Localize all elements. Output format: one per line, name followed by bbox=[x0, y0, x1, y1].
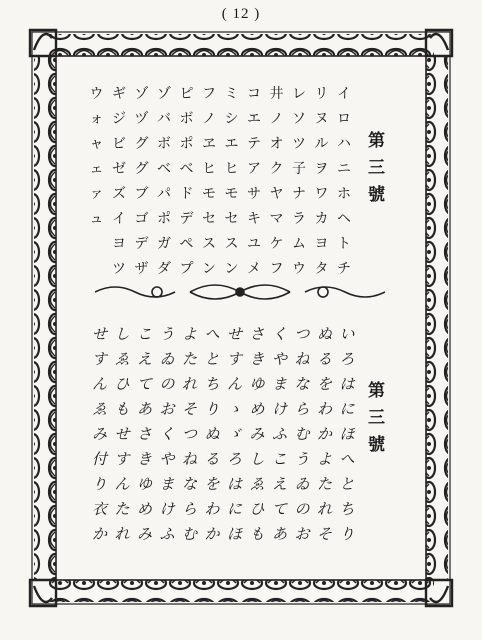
katakana-char: セ bbox=[202, 211, 216, 227]
katakana-char: チ bbox=[337, 261, 351, 277]
hiragana-char: ね bbox=[181, 450, 197, 468]
hiragana-char: つ bbox=[294, 325, 310, 343]
hiragana-char: わ bbox=[316, 400, 332, 418]
hiragana-char: ん bbox=[114, 475, 130, 493]
katakana-char: オ bbox=[269, 136, 284, 152]
katakana-char: モ bbox=[224, 186, 239, 202]
hiragana-char: ふ bbox=[271, 425, 287, 443]
hiragana-char: わ bbox=[204, 500, 220, 518]
katakana-char: ジ bbox=[112, 111, 126, 127]
hiragana-char: と bbox=[204, 350, 220, 368]
katakana-char: フ bbox=[269, 261, 284, 277]
hiragana-char: く bbox=[159, 425, 175, 443]
katakana-char: レ bbox=[292, 86, 306, 102]
hiragana-column bbox=[200, 322, 224, 547]
katakana-column bbox=[288, 82, 310, 282]
katakana-char: ド bbox=[179, 186, 194, 202]
hiragana-char: ひ bbox=[249, 500, 265, 518]
hiragana-char: え bbox=[271, 475, 287, 493]
hiragana-char: こ bbox=[271, 450, 287, 468]
katakana-char: ビ bbox=[112, 136, 126, 152]
hiragana-char: ほ bbox=[339, 425, 355, 443]
katakana-char: ク bbox=[269, 161, 284, 177]
hiragana-char: ぬ bbox=[204, 425, 220, 443]
katakana-char: ツ bbox=[112, 261, 126, 277]
katakana-char: ヲ bbox=[314, 161, 329, 177]
katakana-char: ェ bbox=[89, 161, 104, 177]
katakana-char: ヘ bbox=[337, 211, 351, 227]
hiragana-char: き bbox=[136, 450, 152, 468]
hiragana-char: れ bbox=[114, 525, 130, 543]
hiragana-section-label: 第 三 號 bbox=[368, 381, 385, 455]
katakana-char: ギ bbox=[112, 86, 126, 102]
hiragana-char: そ bbox=[181, 400, 197, 418]
katakana-char: ポ bbox=[179, 136, 194, 152]
hiragana-char: の bbox=[294, 500, 310, 518]
katakana-char: ャ bbox=[89, 136, 104, 152]
hiragana-char: ゑ bbox=[114, 350, 130, 368]
katakana-column bbox=[108, 82, 130, 282]
hiragana-char: ち bbox=[204, 375, 220, 393]
hiragana-char: せ bbox=[91, 325, 107, 343]
katakana-char: ザ bbox=[134, 261, 149, 277]
hiragana-char: へ bbox=[339, 450, 355, 468]
hiragana-char: は bbox=[339, 375, 355, 393]
hiragana-char: を bbox=[316, 375, 332, 393]
katakana-char: イ bbox=[337, 86, 351, 102]
hiragana-char: り bbox=[339, 525, 355, 543]
hiragana-column bbox=[133, 322, 157, 547]
hiragana-column bbox=[88, 322, 112, 547]
hiragana-char: た bbox=[316, 475, 332, 493]
hiragana-char: し bbox=[114, 325, 130, 343]
katakana-char: ペ bbox=[179, 236, 194, 252]
katakana-char: テ bbox=[247, 136, 261, 152]
hiragana-char: は bbox=[226, 475, 242, 493]
hiragana-char: ひ bbox=[114, 375, 130, 393]
katakana-char: ノ bbox=[269, 111, 284, 127]
hiragana-char: 付 bbox=[91, 450, 107, 468]
hiragana-char: や bbox=[271, 350, 287, 368]
hiragana-char: る bbox=[316, 350, 332, 368]
katakana-char: バ bbox=[157, 111, 171, 127]
hiragana-char: ら bbox=[181, 500, 197, 518]
katakana-char: ホ bbox=[337, 186, 351, 202]
katakana-char: ガ bbox=[157, 236, 171, 252]
hiragana-char: ゝ bbox=[226, 400, 242, 418]
hiragana-char: せ bbox=[226, 325, 242, 343]
hiragana-char: こ bbox=[136, 325, 152, 343]
hiragana-char: か bbox=[91, 525, 107, 543]
katakana-char: ヒ bbox=[224, 161, 239, 177]
katakana-char: ロ bbox=[337, 111, 351, 127]
katakana-char: ツ bbox=[292, 136, 306, 152]
hiragana-char: い bbox=[339, 325, 355, 343]
katakana-char: サ bbox=[247, 186, 261, 202]
hiragana-column bbox=[178, 322, 202, 547]
hiragana-column bbox=[245, 322, 269, 547]
hiragana-char: お bbox=[294, 525, 310, 543]
katakana-char: エ bbox=[224, 136, 239, 152]
katakana-char: フ bbox=[202, 86, 216, 102]
katakana-column bbox=[311, 82, 333, 282]
katakana-char: ヨ bbox=[314, 236, 329, 252]
katakana-char: タ bbox=[314, 261, 329, 277]
katakana-char: イ bbox=[112, 211, 126, 227]
katakana-char: パ bbox=[157, 186, 171, 202]
hiragana-char: す bbox=[91, 350, 107, 368]
hiragana-char: つ bbox=[181, 425, 197, 443]
hiragana-char: も bbox=[114, 400, 130, 418]
hiragana-char: る bbox=[204, 450, 220, 468]
katakana-char: ベ bbox=[157, 161, 171, 177]
hiragana-char: た bbox=[114, 500, 130, 518]
hiragana-char: ん bbox=[91, 375, 107, 393]
hiragana-char: り bbox=[91, 475, 107, 493]
hiragana-char: ゑ bbox=[249, 475, 265, 493]
katakana-char: リ bbox=[314, 86, 329, 102]
hiragana-char: ろ bbox=[226, 450, 242, 468]
hiragana-char: か bbox=[204, 525, 220, 543]
katakana-char: ヒ bbox=[202, 161, 216, 177]
katakana-char: 井 bbox=[269, 86, 284, 102]
katakana-column bbox=[176, 82, 198, 282]
katakana-char: ピ bbox=[179, 86, 194, 102]
katakana-char: グ bbox=[134, 161, 149, 177]
hiragana-char: に bbox=[226, 500, 242, 518]
hiragana-char: お bbox=[159, 400, 175, 418]
hiragana-char: ふ bbox=[159, 525, 175, 543]
katakana-column bbox=[221, 82, 243, 282]
hiragana-char: す bbox=[226, 350, 242, 368]
hiragana-char: ほ bbox=[226, 525, 242, 543]
katakana-column bbox=[198, 82, 220, 282]
katakana-column bbox=[333, 82, 355, 282]
katakana-char: ゼ bbox=[112, 161, 126, 177]
katakana-char: ナ bbox=[292, 186, 306, 202]
katakana-char: ブ bbox=[134, 186, 149, 202]
katakana-char: マ bbox=[269, 211, 284, 227]
hiragana-char: よ bbox=[181, 325, 197, 343]
hiragana-char: ゐ bbox=[294, 475, 310, 493]
katakana-char: ウ bbox=[89, 86, 104, 102]
hiragana-char: あ bbox=[136, 400, 152, 418]
katakana-column bbox=[131, 82, 153, 282]
hiragana-char: な bbox=[181, 475, 197, 493]
hiragana-char: れ bbox=[181, 375, 197, 393]
katakana-column bbox=[153, 82, 175, 282]
hiragana-char: に bbox=[339, 400, 355, 418]
hiragana-char: ら bbox=[294, 400, 310, 418]
katakana-char: ラ bbox=[292, 211, 306, 227]
hiragana-char: た bbox=[181, 350, 197, 368]
katakana-char: ウ bbox=[292, 261, 306, 277]
hiragana-char: ゞ bbox=[226, 425, 242, 443]
hiragana-char: さ bbox=[136, 425, 152, 443]
hiragana-char: う bbox=[294, 450, 310, 468]
hiragana-char: く bbox=[271, 325, 287, 343]
katakana-char: ヤ bbox=[269, 186, 284, 202]
hiragana-char: て bbox=[271, 500, 287, 518]
katakana-char: ォ bbox=[89, 111, 104, 127]
katakana-char: カ bbox=[314, 211, 329, 227]
hiragana-column bbox=[335, 322, 359, 547]
katakana-char: ヌ bbox=[314, 111, 329, 127]
hiragana-char: へ bbox=[204, 325, 220, 343]
katakana-char: ズ bbox=[112, 186, 126, 202]
hiragana-char: と bbox=[339, 475, 355, 493]
katakana-char: ワ bbox=[314, 186, 329, 202]
hiragana-char: ち bbox=[339, 500, 355, 518]
katakana-char: セ bbox=[224, 211, 239, 227]
katakana-section-label: 第 三 號 bbox=[368, 131, 385, 205]
hiragana-char: や bbox=[159, 450, 175, 468]
hiragana-column bbox=[110, 322, 134, 547]
katakana-column bbox=[86, 82, 108, 232]
katakana-char: ベ bbox=[179, 161, 194, 177]
hiragana-char: ろ bbox=[339, 350, 355, 368]
katakana-char: ミ bbox=[224, 86, 239, 102]
katakana-char: ル bbox=[314, 136, 329, 152]
katakana-char: ボ bbox=[157, 136, 171, 152]
katakana-char: モ bbox=[202, 186, 216, 202]
hiragana-column bbox=[223, 322, 247, 547]
katakana-char: ム bbox=[292, 236, 306, 252]
hiragana-char: め bbox=[136, 500, 152, 518]
hiragana-char: す bbox=[114, 450, 130, 468]
hiragana-char: え bbox=[136, 350, 152, 368]
hiragana-char: さ bbox=[249, 325, 265, 343]
hiragana-column bbox=[268, 322, 292, 547]
hiragana-char: き bbox=[249, 350, 265, 368]
katakana-char: ア bbox=[247, 161, 261, 177]
katakana-char: ュ bbox=[89, 211, 104, 227]
hiragana-char: 衣 bbox=[91, 500, 107, 518]
katakana-char: ダ bbox=[157, 261, 171, 277]
katakana-char: ヅ bbox=[134, 111, 149, 127]
hiragana-char: み bbox=[91, 425, 107, 443]
katakana-char: コ bbox=[247, 86, 261, 102]
katakana-char: ケ bbox=[269, 236, 284, 252]
katakana-column bbox=[266, 82, 288, 282]
hiragana-char: し bbox=[249, 450, 265, 468]
hiragana-char: か bbox=[316, 425, 332, 443]
katakana-char: ポ bbox=[157, 211, 171, 227]
katakana-char: ン bbox=[202, 261, 216, 277]
hiragana-char: ま bbox=[159, 475, 175, 493]
hiragana-char: け bbox=[271, 400, 287, 418]
katakana-char: デ bbox=[134, 236, 149, 252]
katakana-char: ノ bbox=[202, 111, 216, 127]
hiragana-char: を bbox=[204, 475, 220, 493]
katakana-char: 子 bbox=[292, 161, 306, 177]
ornamental-divider bbox=[95, 280, 385, 304]
katakana-char: ニ bbox=[337, 161, 351, 177]
katakana-char: ゾ bbox=[134, 86, 149, 102]
katakana-char: ヱ bbox=[202, 136, 216, 152]
hiragana-char: ぬ bbox=[316, 325, 332, 343]
hiragana-char: な bbox=[294, 375, 310, 393]
katakana-char: ハ bbox=[337, 136, 351, 152]
hiragana-char: れ bbox=[316, 500, 332, 518]
katakana-char: エ bbox=[247, 111, 261, 127]
hiragana-char: ま bbox=[271, 375, 287, 393]
hiragana-column bbox=[290, 322, 314, 547]
hiragana-char: よ bbox=[316, 450, 332, 468]
katakana-char: ン bbox=[224, 261, 239, 277]
hiragana-char: む bbox=[181, 525, 197, 543]
hiragana-char: ん bbox=[226, 375, 242, 393]
hiragana-char: む bbox=[294, 425, 310, 443]
katakana-char: ソ bbox=[292, 111, 306, 127]
hiragana-char: う bbox=[159, 325, 175, 343]
katakana-char: ス bbox=[224, 236, 239, 252]
katakana-char: メ bbox=[247, 261, 261, 277]
katakana-char: ユ bbox=[247, 236, 261, 252]
hiragana-char: も bbox=[249, 525, 265, 543]
katakana-char: ゾ bbox=[157, 86, 171, 102]
hiragana-char: め bbox=[249, 400, 265, 418]
hiragana-char: て bbox=[136, 375, 152, 393]
katakana-char: ヨ bbox=[112, 236, 126, 252]
katakana-char: プ bbox=[179, 261, 194, 277]
hiragana-char: の bbox=[159, 375, 175, 393]
katakana-char: シ bbox=[224, 111, 239, 127]
hiragana-char: ゆ bbox=[136, 475, 152, 493]
katakana-char: ト bbox=[337, 236, 351, 252]
hiragana-char: み bbox=[249, 425, 265, 443]
hiragana-char: ゆ bbox=[249, 375, 265, 393]
katakana-char: ス bbox=[202, 236, 216, 252]
page-number: ( 12 ) bbox=[221, 6, 261, 22]
katakana-column bbox=[243, 82, 265, 282]
hiragana-char: み bbox=[136, 525, 152, 543]
hiragana-char: そ bbox=[316, 525, 332, 543]
katakana-char: ァ bbox=[89, 186, 104, 202]
katakana-char: ゴ bbox=[134, 211, 149, 227]
katakana-char: キ bbox=[247, 211, 261, 227]
hiragana-char: あ bbox=[271, 525, 287, 543]
hiragana-char: け bbox=[159, 500, 175, 518]
hiragana-char: ね bbox=[294, 350, 310, 368]
hiragana-char: せ bbox=[114, 425, 130, 443]
hiragana-column bbox=[313, 322, 337, 547]
katakana-char: デ bbox=[179, 211, 194, 227]
hiragana-char: ゑ bbox=[91, 400, 107, 418]
hiragana-column bbox=[155, 322, 179, 547]
katakana-char: ボ bbox=[179, 111, 194, 127]
katakana-char: グ bbox=[134, 136, 149, 152]
hiragana-char: ゐ bbox=[159, 350, 175, 368]
hiragana-char: り bbox=[204, 400, 220, 418]
